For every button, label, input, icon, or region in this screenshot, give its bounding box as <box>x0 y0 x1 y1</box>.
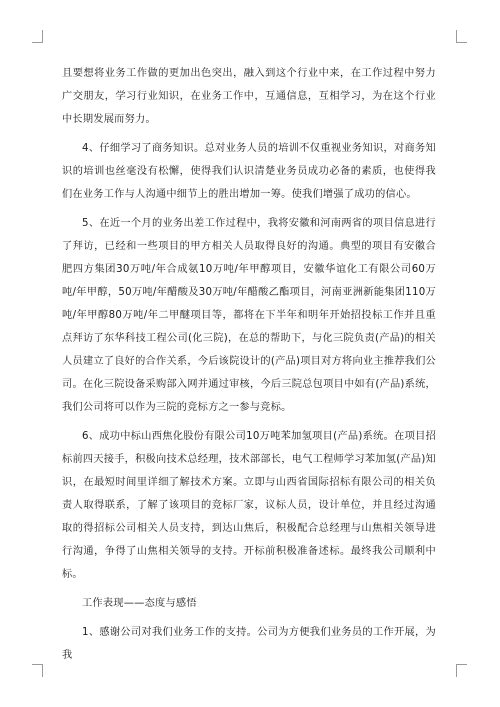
crop-mark-bottom-right <box>456 664 467 677</box>
document-body <box>62 62 436 673</box>
section-heading-work-performance: 工作表现——态度与感悟 <box>82 598 197 609</box>
paragraph-continuation: 且要想将业务工作做的更加出色突出，融入到这个行业中来，在工作过程中努力广交朋友，学习行业知识，在业务工作中，互通信息，互相学习，为在这个行业中长期发展而努力。 <box>62 68 436 125</box>
paragraph-gratitude: 1、感谢公司对我们业务工作的支持。公司为方便我们业务员的工作开展，为我 <box>62 627 436 661</box>
crop-mark-bottom-left <box>32 664 43 677</box>
paragraph-business-knowledge: 4、仔细学习了商务知识。总对业务人员的培训不仅重视业务知识，对商务知识的培训也丝毫没有松懈，使得我们认识清楚业务员成功必备的素质，也使得我们在业务工作与人沟通中细节上的胜出增加一筹。使我们增强了成功的信心。 <box>62 143 436 200</box>
crop-mark-top-right <box>456 30 467 43</box>
paragraph-bid-success: 6、成功中标山西焦化股份有限公司10万吨苯加氢项目(产品)系统。在项目招标前四天接手，积极向技术总经理，技术部部长，电气工程师学习苯加氢(产品)知识，在最短时间里详细了解技术方案。立即与山西省国际招标有限公司的相关负责人取得联系，了解了该项目的竞标厂家，议标人员，设计单位，并且经过沟通取的得招标公司相关人员支持，到达山焦后，积极配合总经理与山焦相关领导进行沟通，争得了山焦相关领导的支持。开标前积极准备述标。最终我公司顺利中标。 <box>62 431 436 580</box>
paragraph-business-trip: 5、在近一个月的业务出差工作过程中，我将安徽和河南两省的项目信息进行了拜访，已经和一些项目的甲方相关人员取得良好的沟通。典型的项目有安徽合肥四方集团30万吨/年合成氨10万吨/年甲醇项目，安徽华谊化工有限公司60万吨/年甲醇，50万吨/年醋酸及30万吨/年醋酸乙酯项目，河南亚洲新能集团110万吨/年甲醇80万吨/年二甲醚项目等，都将在下半年和明年开始招投标工作并且重点拜访了东华科技工程公司(化三院)，在总的帮助下，与化三院负责(产品)的相关人员建立了良好的合作关系，今后该院设计的(产品)项目对方将向业主推荐我们公司。在化三院设备采购部入网并通过审核，今后三院总包项目中如有(产品)系统，我们公司将可以作为三院的竞标方之一参与竞标。 <box>62 218 436 413</box>
crop-mark-top-left <box>32 30 43 43</box>
